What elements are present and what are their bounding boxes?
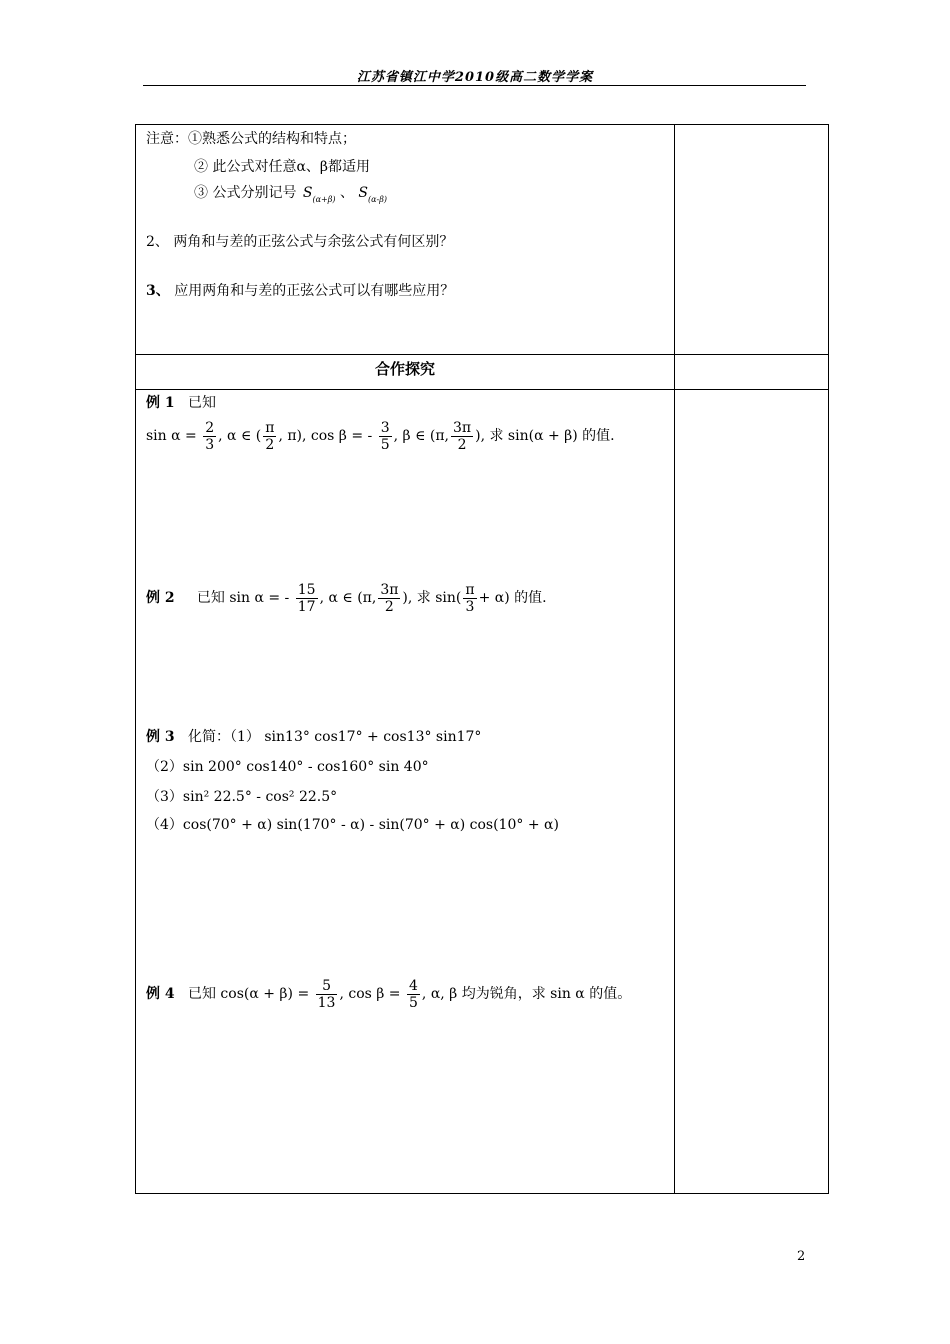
row-divider <box>136 354 828 355</box>
section-title: 合作探究 <box>374 360 435 378</box>
worksheet-table <box>135 124 829 1194</box>
example-2: 例 2 已知 sin α = - $\frac{15}{17}$ , α ∈ (π, $\frac{3\pi}{2}$ ), 求 sin( $\frac{\pi}{3}$ + α) 的值. <box>146 581 547 615</box>
example-3-line-1: 例 3 化简：（1） sin13° cos17° + cos13° sin17° <box>146 729 482 745</box>
row-divider <box>136 389 828 390</box>
document-header: 江苏省镇江中学2010级高二数学学案 <box>356 70 594 85</box>
page-number: 2 <box>797 1249 806 1264</box>
header-rule <box>143 85 806 86</box>
note-line-2: ② 此公式对任意α、β都适用 <box>194 159 370 175</box>
note-line-3: ③ 公式分别记号 $S_{(\alpha+\beta)}$ 、 $S_{(\alpha-\beta)}$ <box>194 185 387 204</box>
example-4: 例 4 已知 cos(α + β) = $\frac{5}{13}$ , cos β = $\frac{4}{5}$ , α, β 均为锐角，求 sin α 的值。 <box>146 977 632 1011</box>
example-3-line-2: （2）sin 200° cos140° - cos160° sin 40° <box>146 759 429 775</box>
note-line-1: 注意：①熟悉公式的结构和特点； <box>146 131 356 147</box>
question-2: 2、 两角和与差的正弦公式与余弦公式有何区别？ <box>146 234 454 250</box>
example-1-formula: sin α = $\frac{2}{3}$ , α ∈ ( $\frac{\pi}{2}$ , π), cos β = - $\frac{3}{5}$ , β ∈ (π, $\frac{3\pi}{2}$ ), 求 sin(α + β) 的值. <box>146 419 615 453</box>
example-3-line-3: （3）sin² 22.5° - cos² 22.5° <box>146 789 338 805</box>
column-divider <box>674 125 675 1193</box>
example-3-line-4: （4）cos(70° + α) sin(170° - α) - sin(70° + α) cos(10° + α) <box>146 817 559 833</box>
question-3: 3、 应用两角和与差的正弦公式可以有哪些应用？ <box>146 283 455 299</box>
example-1-heading: 例 1 已知 <box>146 395 216 411</box>
